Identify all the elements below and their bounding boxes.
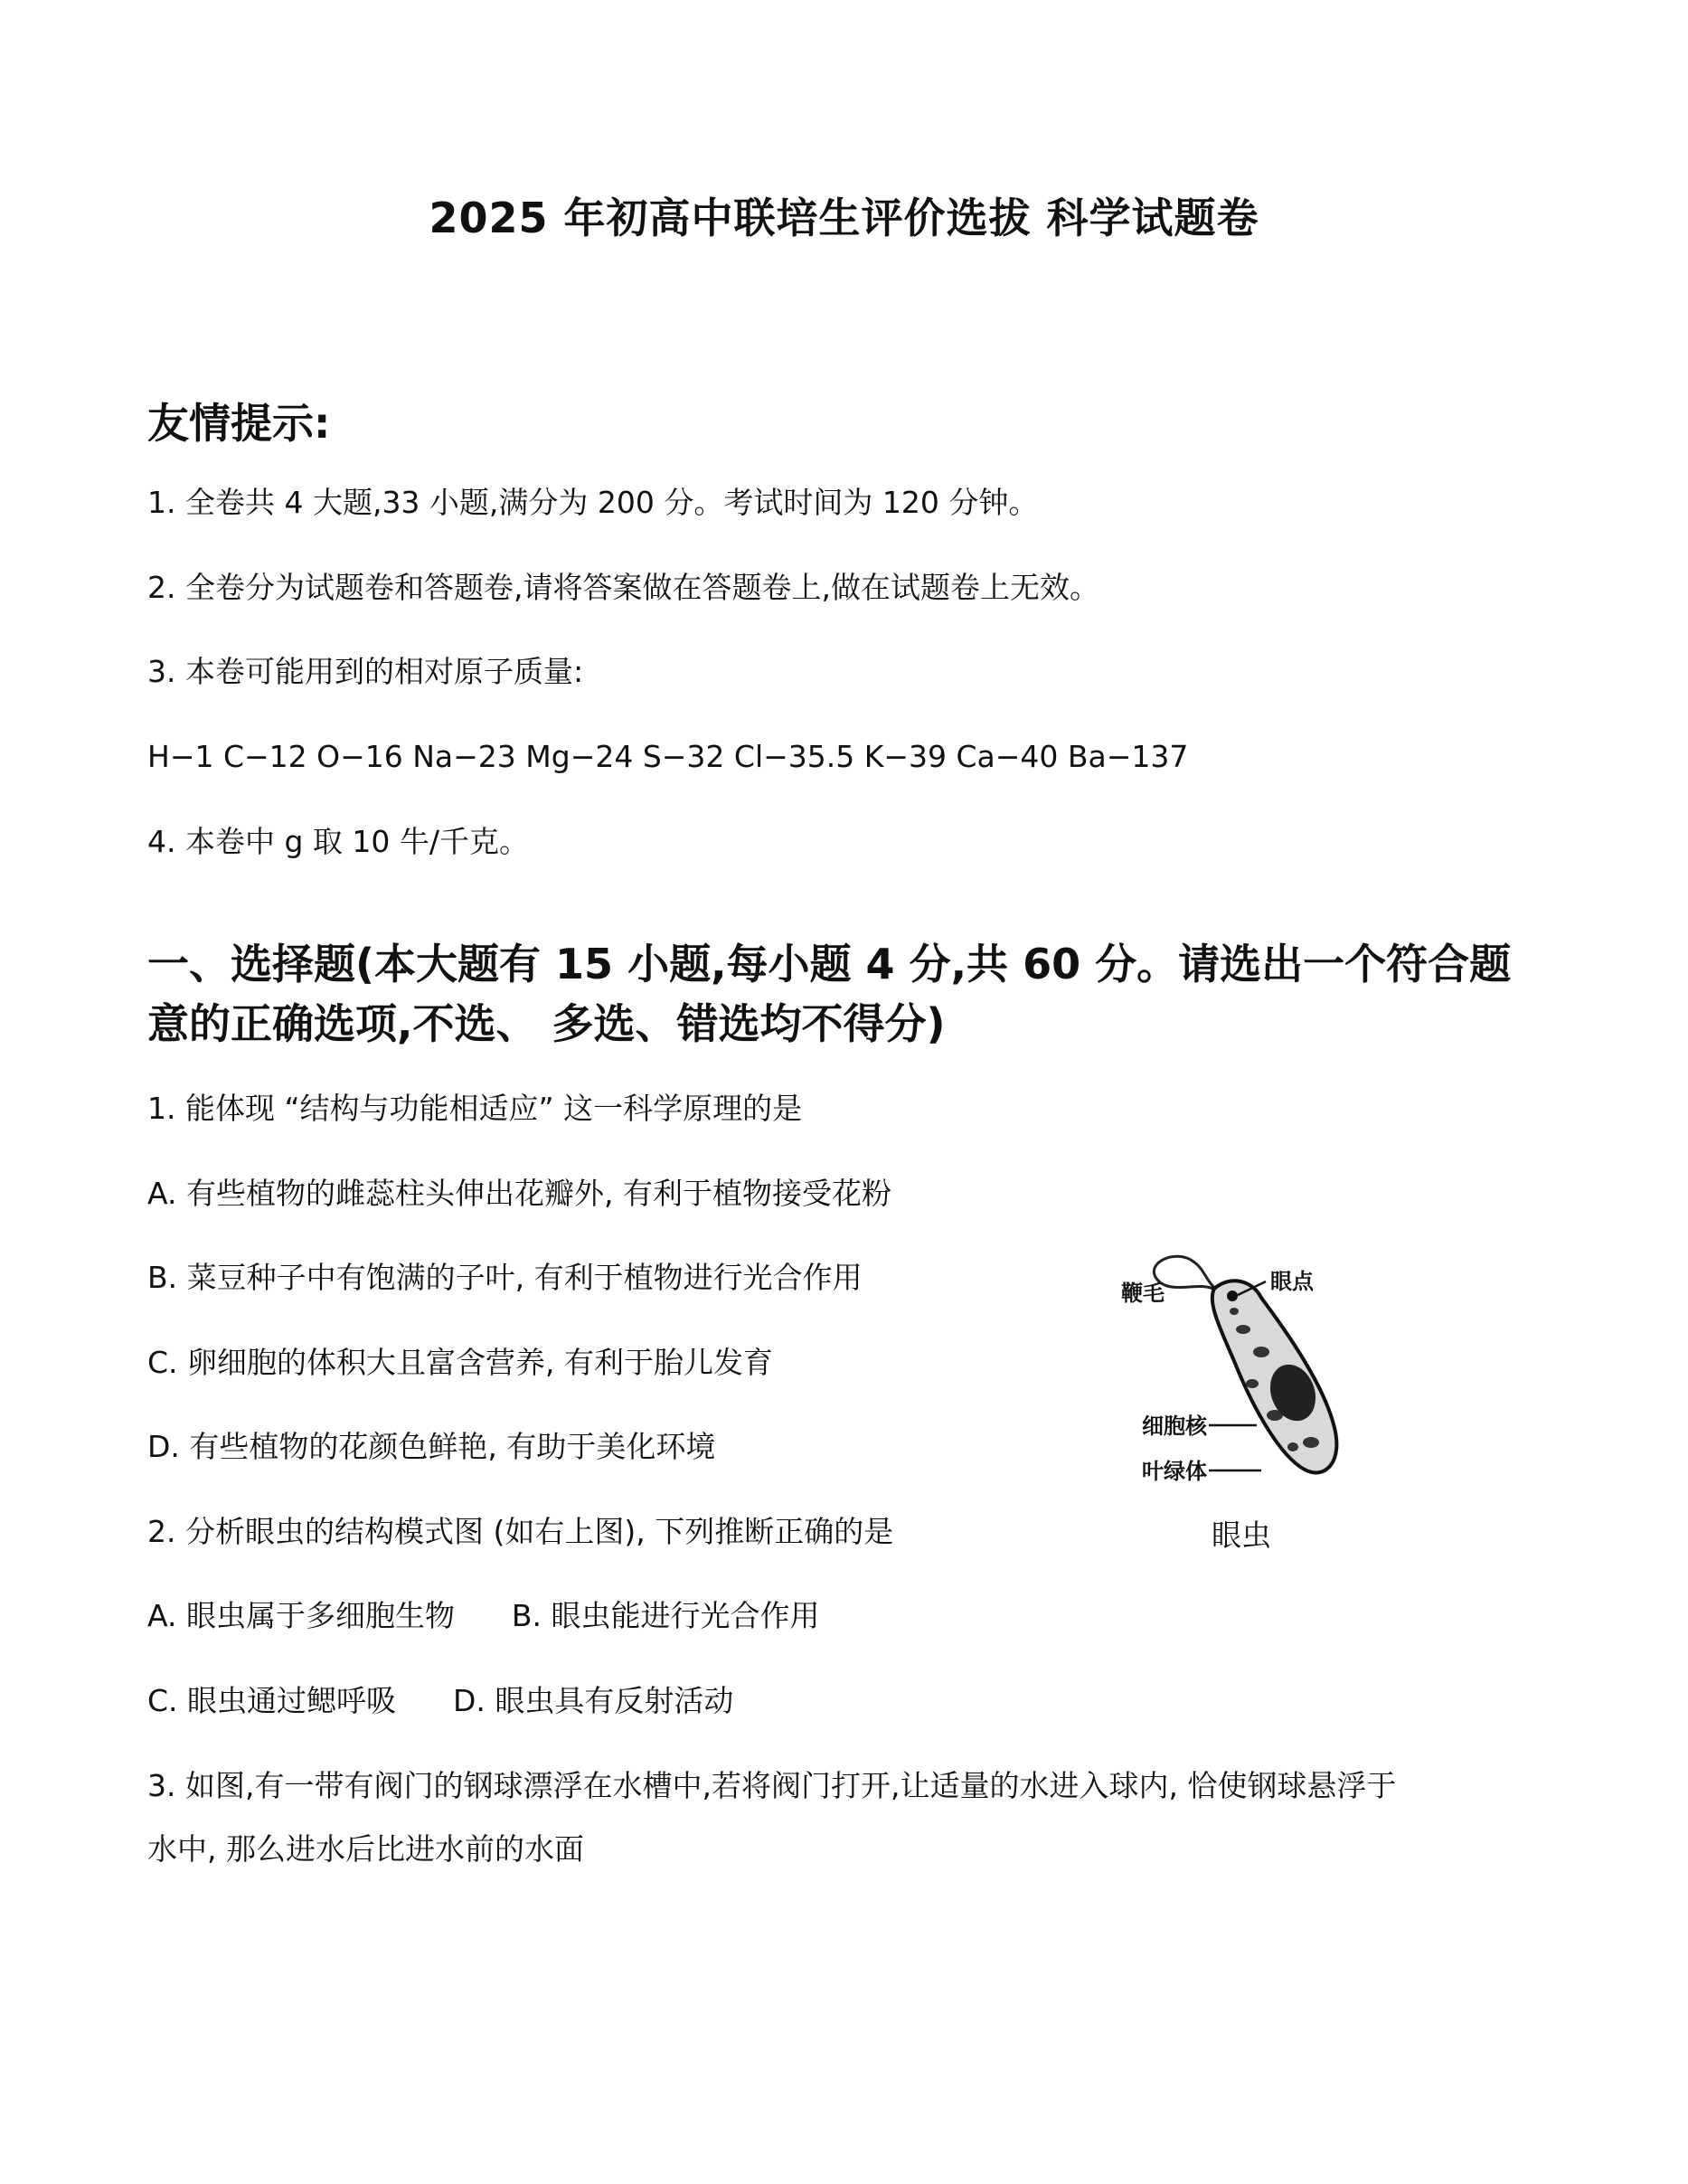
section-heading-line1: 一、选择题(本大题有 15 小题,每小题 4 分,共 60 分。请选出一个符合题 <box>147 940 1512 988</box>
q3-stem-line1: 3. 如图,有一带有阀门的钢球漂浮在水槽中,若将阀门打开,让适量的水进入球内, 恰使钢球悬浮于 <box>147 1768 1397 1803</box>
q2-stem: 2. 分析眼虫的结构模式图 (如右上图), 下列推断正确的是 <box>147 1514 894 1549</box>
flagellum-label: 鞭毛 <box>1121 1281 1165 1306</box>
euglena-figure <box>1108 1225 1365 1483</box>
q1-option-a: A. 有些植物的雌蕊柱头伸出花瓣外, 有利于植物接受花粉 <box>147 1176 891 1211</box>
q1-option-b: B. 菜豆种子中有饱满的子叶, 有利于植物进行光合作用 <box>147 1260 863 1295</box>
eyespot-label: 眼点 <box>1270 1269 1314 1294</box>
q1-option-c: C. 卵细胞的体积大且富含营养, 有利于胎儿发育 <box>147 1345 774 1380</box>
section-heading-line2: 意的正确选项,不选、 多选、错选均不得分) <box>147 999 946 1048</box>
q2-options-row2: C. 眼虫通过鳃呼吸 D. 眼虫具有反射活动 <box>147 1683 734 1718</box>
tip-2: 2. 全卷分为试题卷和答题卷,请将答案做在答题卷上,做在试题卷上无效。 <box>147 570 1099 605</box>
eyespot <box>1227 1291 1238 1301</box>
q1-stem: 1. 能体现 “结构与功能相适应” 这一科学原理的是 <box>147 1091 803 1126</box>
chloroplast-label: 叶绿体 <box>1142 1459 1207 1483</box>
q2-options-row1: A. 眼虫属于多细胞生物 B. 眼虫能进行光合作用 <box>147 1598 820 1633</box>
page-title: 2025 年初高中联培生评价选拔 科学试题卷 <box>429 194 1259 242</box>
figure-caption: 眼虫 <box>1212 1517 1271 1553</box>
tip-1: 1. 全卷共 4 大题,33 小题,满分为 200 分。考试时间为 120 分钟。 <box>147 485 1039 520</box>
tip-4: 4. 本卷中 g 取 10 牛/千克。 <box>147 824 529 859</box>
tip-3: 3. 本卷可能用到的相对原子质量: <box>147 654 584 689</box>
q1-option-d: D. 有些植物的花颜色鲜艳, 有助于美化环境 <box>147 1429 716 1464</box>
tips-heading: 友情提示: <box>147 399 331 448</box>
q3-stem-line2: 水中, 那么进水后比进水前的水面 <box>147 1831 584 1867</box>
atomic-masses: H−1 C−12 O−16 Na−23 Mg−24 S−32 Cl−35.5 K−39 Ca−40 Ba−137 <box>147 739 1189 774</box>
nucleus-label: 细胞核 <box>1142 1413 1207 1439</box>
